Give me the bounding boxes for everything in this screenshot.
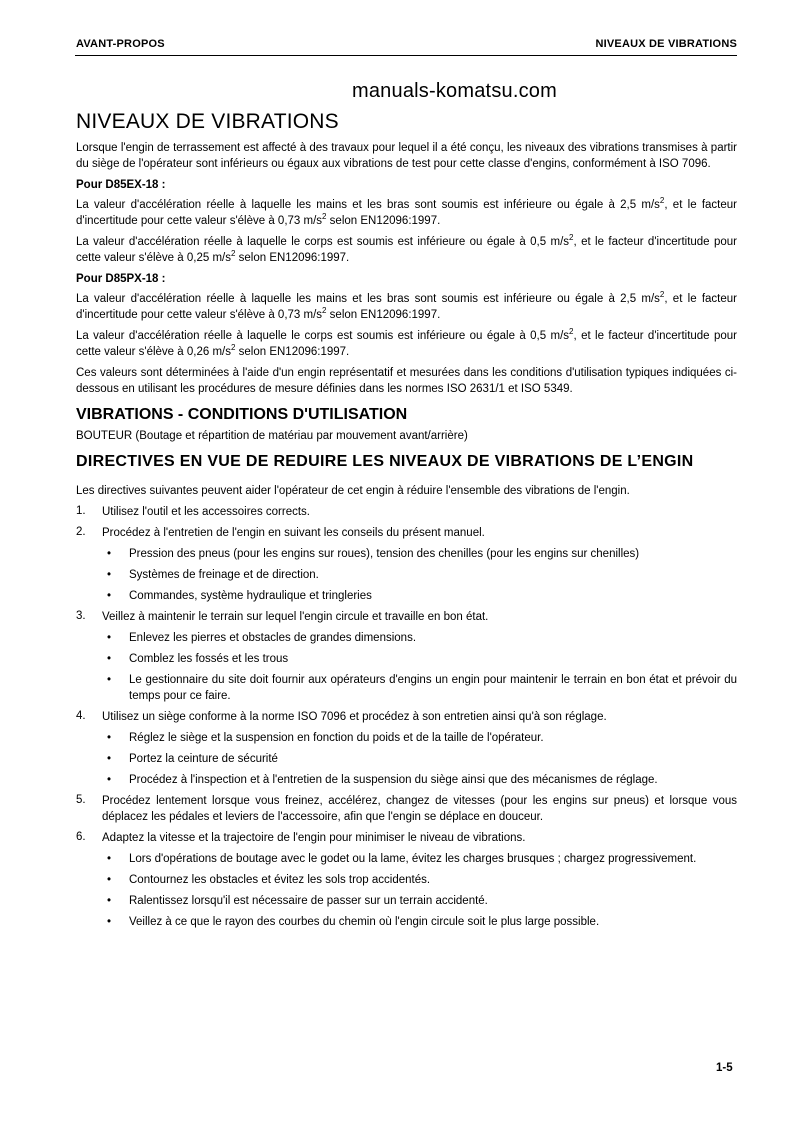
directives-heading: DIRECTIVES EN VUE DE REDUIRE LES NIVEAUX DE VIBRATIONS DE L’ENGIN xyxy=(76,453,694,470)
superscript: 2 xyxy=(230,343,236,353)
item-text: Procédez lentement lorsque vous freinez, accélérez, changez de vitesses (pour les engins sur pneus) et lorsque vous déplacez les pédales et leviers de l'accessoire, afin que l'engin se déplace en douceur. xyxy=(102,795,737,823)
bullet-item xyxy=(76,893,737,909)
item-text: Utilisez un siège conforme à la norme ISO 7096 et procédez à son entretien ainsi qu'à son réglage. xyxy=(102,711,607,723)
bullet-item xyxy=(76,567,737,583)
intro-paragraph: Lorsque l'engin de terrassement est affecté à des travaux pour lequel il a été conçu, les niveaux des vibrations transmises à partir du siège de l'opérateur sont inférieurs ou égaux aux vibrations de test pour cette classe d'engins, conformément à ISO 7096. xyxy=(76,142,737,170)
bullet-icon: • xyxy=(107,874,112,886)
page-header xyxy=(75,37,737,56)
bullet-text: Pression des pneus (pour les engins sur roues), tension des chenilles (pour les engins sur chenilles) xyxy=(129,548,640,560)
measurement-note: Ces valeurs sont déterminées à l'aide d'un engin représentatif et mesurées dans les conditions d'utilisation typiques indiquées ci-dessous en utilisant les procédures de mesure définies dans les normes ISO 2631/1 et ISO 5349. xyxy=(76,367,737,395)
bullet-icon: • xyxy=(107,653,112,665)
page-number: 1-5 xyxy=(716,1062,733,1074)
text-fragment: , et le facteur d'incertitude pour cette valeur s'élève à 0,25 m/s xyxy=(76,236,737,264)
superscript: 2 xyxy=(569,233,574,243)
bullet-item xyxy=(76,651,737,667)
conditions-heading: VIBRATIONS - CONDITIONS D'UTILISATION xyxy=(76,406,408,423)
model2-hands-paragraph xyxy=(76,291,737,323)
bullet-item xyxy=(76,851,737,867)
text-fragment: , et le facteur d'incertitude pour cette valeur s'élève à 0,73 m/s xyxy=(76,199,737,227)
list-item xyxy=(76,793,737,825)
bullet-icon: • xyxy=(107,774,112,786)
model1-hands-paragraph xyxy=(76,197,737,229)
bullet-text: Enlevez les pierres et obstacles de grandes dimensions. xyxy=(129,632,417,644)
superscript: 2 xyxy=(230,249,236,259)
bullet-item xyxy=(76,730,737,746)
bullet-item xyxy=(76,588,737,604)
text-fragment: selon EN12096:1997. xyxy=(326,215,441,227)
list-item xyxy=(76,504,737,520)
item-number: 3. xyxy=(76,610,86,622)
bullet-item xyxy=(76,672,737,704)
superscript: 2 xyxy=(322,306,327,316)
bullet-text: Veillez à ce que le rayon des courbes du chemin où l'engin circule soit le plus large possible. xyxy=(129,916,600,928)
text-fragment: selon EN12096:1997. xyxy=(235,346,350,358)
item-text: Adaptez la vitesse et la trajectoire de l'engin pour minimiser le niveau de vibrations. xyxy=(102,832,526,844)
bullet-text: Lors d'opérations de boutage avec le godet ou la lame, évitez les charges brusques ; chargez progressivement. xyxy=(129,853,697,865)
text-fragment: , et le facteur d'incertitude pour cette valeur s'élève à 0,26 m/s xyxy=(76,330,737,358)
item-number: 5. xyxy=(76,794,86,806)
watermark: manuals-komatsu.com xyxy=(352,80,557,102)
list-item xyxy=(76,609,737,625)
text-fragment: selon EN12096:1997. xyxy=(326,309,441,321)
bullet-text: Contournez les obstacles et évitez les sols trop accidentés. xyxy=(129,874,431,886)
superscript: 2 xyxy=(659,196,665,206)
bullet-text: Systèmes de freinage et de direction. xyxy=(129,569,319,581)
superscript: 2 xyxy=(659,290,665,300)
item-number: 6. xyxy=(76,831,86,843)
model2-heading: Pour D85PX-18 : xyxy=(76,273,166,285)
header-chapter-title: NIVEAUX DE VIBRATIONS xyxy=(595,38,737,50)
superscript: 2 xyxy=(569,327,574,337)
page-body xyxy=(76,110,737,935)
item-number: 2. xyxy=(76,526,86,538)
bullet-item xyxy=(76,751,737,767)
item-number: 4. xyxy=(76,710,86,722)
bullet-item xyxy=(76,772,737,788)
bullet-text: Le gestionnaire du site doit fournir aux opérateurs d'engins un engin pour maintenir le terrain en bon état et prévoir du temps pour ce faire. xyxy=(129,674,737,702)
bullet-text: Procédez à l'inspection et à l'entretien de la suspension du siège ainsi que des mécanismes de réglage. xyxy=(129,774,658,786)
text-fragment: La valeur d'accélération réelle à laquelle le corps est soumis est inférieure ou égale à 0,5 m/s xyxy=(76,330,570,342)
page-title: NIVEAUX DE VIBRATIONS xyxy=(76,110,339,133)
directives-intro: Les directives suivantes peuvent aider l'opérateur de cet engin à réduire l'ensemble des vibrations de l'engin. xyxy=(76,485,630,497)
bullet-item xyxy=(76,872,737,888)
header-section-title: AVANT-PROPOS xyxy=(76,38,165,50)
bullet-icon: • xyxy=(107,548,112,560)
model2-body-paragraph xyxy=(76,328,737,360)
bullet-icon: • xyxy=(107,753,112,765)
bullet-icon: • xyxy=(107,674,112,686)
bullet-icon: • xyxy=(107,590,112,602)
item-text: Procédez à l'entretien de l'engin en suivant les conseils du présent manuel. xyxy=(102,527,485,539)
item-number: 1. xyxy=(76,505,86,517)
bullet-icon: • xyxy=(107,569,112,581)
bullet-text: Commandes, système hydraulique et tringleries xyxy=(129,590,372,602)
bullet-text: Comblez les fossés et les trous xyxy=(129,653,289,665)
bullet-item xyxy=(76,546,737,562)
item-text: Veillez à maintenir le terrain sur lequel l'engin circule et travaille en bon état. xyxy=(102,611,489,623)
model1-body-paragraph xyxy=(76,234,737,266)
bullet-icon: • xyxy=(107,895,112,907)
bullet-text: Ralentissez lorsqu'il est nécessaire de passer sur un terrain accidenté. xyxy=(129,895,488,907)
text-fragment: La valeur d'accélération réelle à laquelle le corps est soumis est inférieure ou égale à 0,5 m/s xyxy=(76,236,570,248)
conditions-text: BOUTEUR (Boutage et répartition de matériau par mouvement avant/arrière) xyxy=(76,430,468,442)
bullet-icon: • xyxy=(107,916,112,928)
bullet-item xyxy=(76,914,737,930)
text-fragment: selon EN12096:1997. xyxy=(235,252,350,264)
text-fragment: La valeur d'accélération réelle à laquelle les mains et les bras sont soumis est inférieure ou égale à 2,5 m/s xyxy=(76,293,660,305)
bullet-text: Portez la ceinture de sécurité xyxy=(129,753,278,765)
bullet-text: Réglez le siège et la suspension en fonction du poids et de la taille de l'opérateur. xyxy=(129,732,544,744)
bullet-icon: • xyxy=(107,853,112,865)
text-fragment: La valeur d'accélération réelle à laquelle les mains et les bras sont soumis est inférieure ou égale à 2,5 m/s xyxy=(76,199,660,211)
list-item xyxy=(76,525,737,541)
model1-heading: Pour D85EX-18 : xyxy=(76,179,166,191)
list-item xyxy=(76,830,737,846)
superscript: 2 xyxy=(322,212,327,222)
text-fragment: , et le facteur d'incertitude pour cette valeur s'élève à 0,73 m/s xyxy=(76,293,737,321)
bullet-item xyxy=(76,630,737,646)
bullet-icon: • xyxy=(107,632,112,644)
directive-list xyxy=(76,504,737,930)
bullet-icon: • xyxy=(107,732,112,744)
list-item xyxy=(76,709,737,725)
item-text: Utilisez l'outil et les accessoires corrects. xyxy=(102,506,310,518)
